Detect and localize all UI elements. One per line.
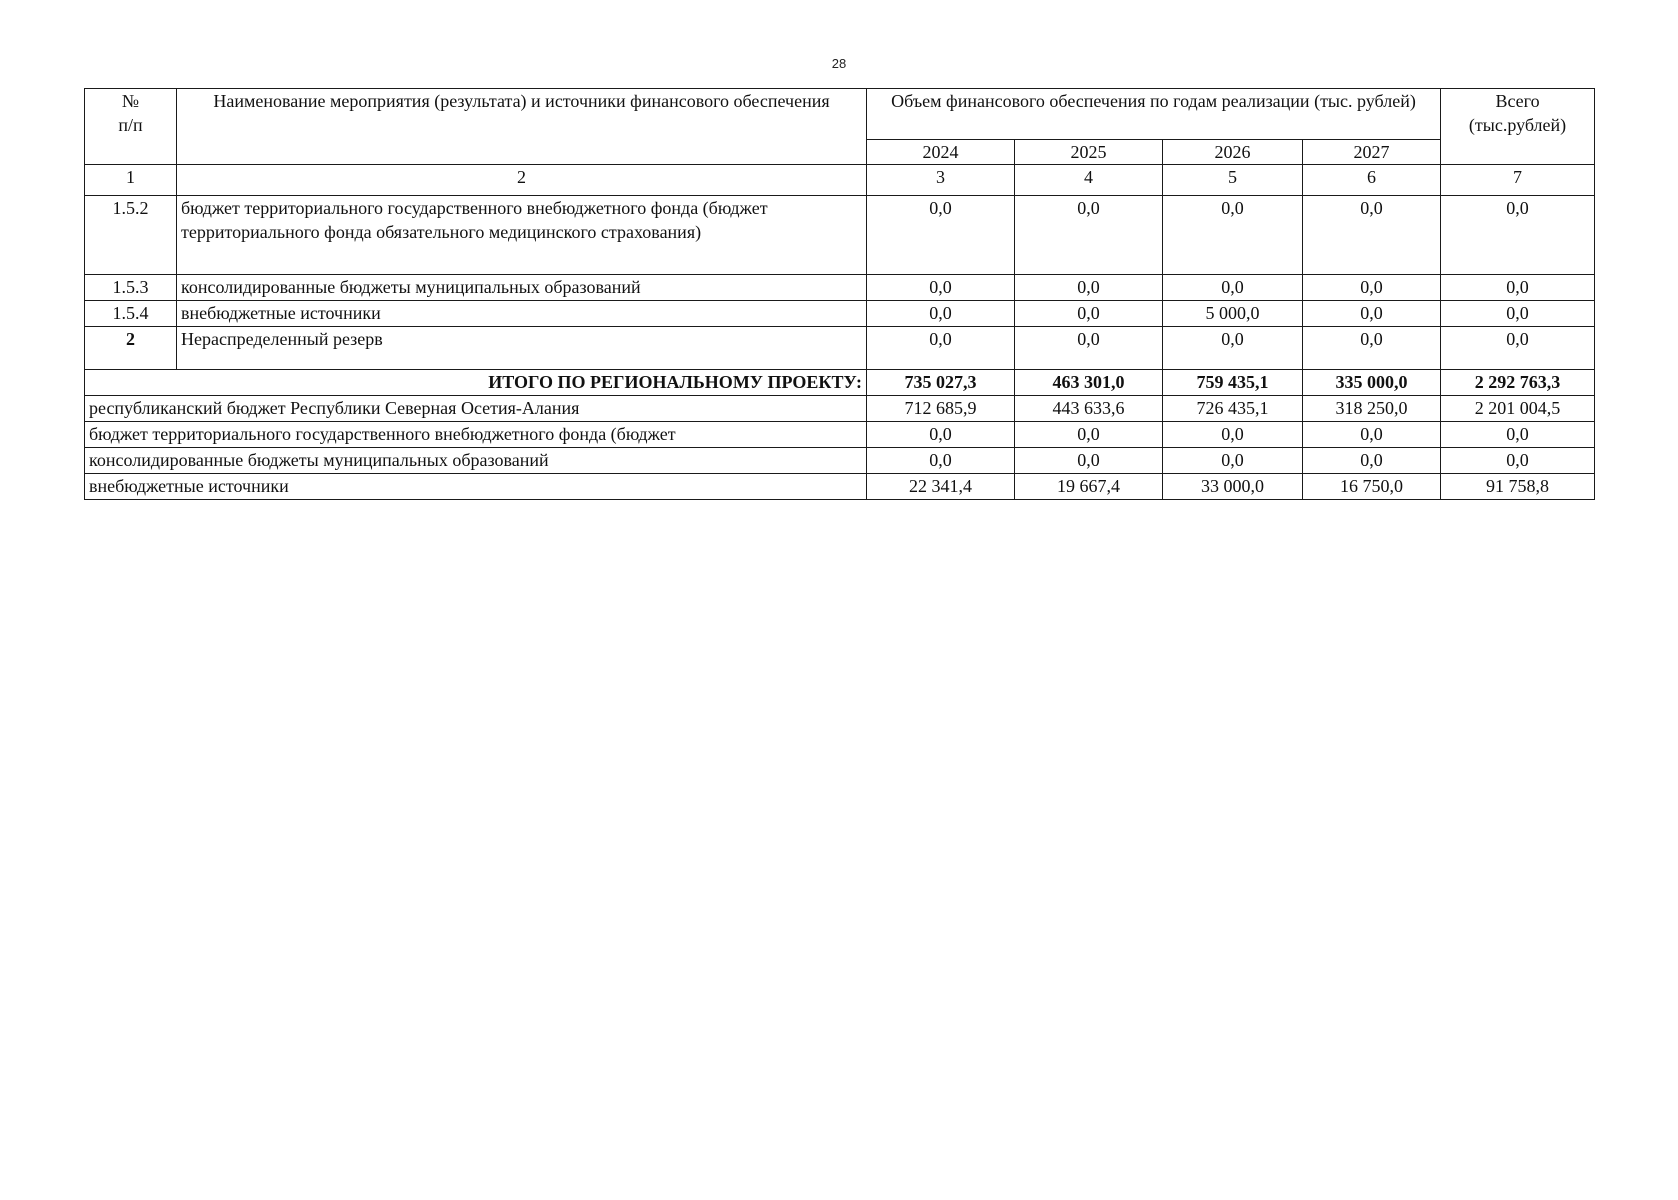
total-value: 335 000,0 (1303, 370, 1441, 396)
header-row (85, 89, 1595, 140)
row-value: 0,0 (1163, 327, 1303, 370)
summary-value: 0,0 (1015, 422, 1163, 448)
column-index: 4 (1015, 165, 1163, 196)
summary-total: 0,0 (1441, 448, 1595, 474)
summary-value: 0,0 (867, 422, 1015, 448)
column-index-row (85, 165, 1595, 196)
row-num: 1.5.3 (85, 275, 177, 301)
summary-value: 19 667,4 (1015, 474, 1163, 500)
total-sum: 2 292 763,3 (1441, 370, 1595, 396)
summary-row (85, 422, 1595, 448)
summary-value: 16 750,0 (1303, 474, 1441, 500)
table-row (85, 275, 1595, 301)
header-year: 2026 (1163, 140, 1303, 165)
summary-value: 0,0 (867, 448, 1015, 474)
total-row (85, 370, 1595, 396)
summary-value: 726 435,1 (1163, 396, 1303, 422)
header-name: Наименование мероприятия (результата) и источники финансового обеспечения (177, 89, 867, 165)
row-value: 0,0 (867, 301, 1015, 327)
row-value: 5 000,0 (1163, 301, 1303, 327)
summary-value: 33 000,0 (1163, 474, 1303, 500)
row-value: 0,0 (867, 327, 1015, 370)
row-name: Нераспределенный резерв (177, 327, 867, 370)
total-value: 759 435,1 (1163, 370, 1303, 396)
summary-value: 443 633,6 (1015, 396, 1163, 422)
summary-name: внебюджетные источники (85, 474, 867, 500)
summary-name: консолидированные бюджеты муниципальных образований (85, 448, 867, 474)
summary-value: 0,0 (1015, 448, 1163, 474)
page-number: 28 (831, 56, 847, 71)
table-row (85, 196, 1595, 275)
row-value: 0,0 (1015, 327, 1163, 370)
row-total: 0,0 (1441, 327, 1595, 370)
row-value: 0,0 (1303, 327, 1441, 370)
summary-value: 22 341,4 (867, 474, 1015, 500)
summary-value: 0,0 (1303, 448, 1441, 474)
row-num: 1.5.4 (85, 301, 177, 327)
summary-value: 0,0 (1303, 422, 1441, 448)
summary-value: 0,0 (1163, 422, 1303, 448)
row-total: 0,0 (1441, 301, 1595, 327)
column-index: 7 (1441, 165, 1595, 196)
summary-row (85, 474, 1595, 500)
row-total: 0,0 (1441, 196, 1595, 275)
row-value: 0,0 (1015, 301, 1163, 327)
header-year: 2024 (867, 140, 1015, 165)
row-total: 0,0 (1441, 275, 1595, 301)
table-row (85, 327, 1595, 370)
total-label: ИТОГО ПО РЕГИОНАЛЬНОМУ ПРОЕКТУ: (85, 370, 867, 396)
summary-value: 318 250,0 (1303, 396, 1441, 422)
header-funding: Объем финансового обеспечения по годам реализации (тыс. рублей) (867, 89, 1441, 140)
row-name: бюджет территориального государственного внебюджетного фонда (бюджет территориального фонда обязательного медицинского страхования) (177, 196, 867, 275)
column-index: 2 (177, 165, 867, 196)
summary-row (85, 396, 1595, 422)
total-value: 463 301,0 (1015, 370, 1163, 396)
summary-value: 0,0 (1163, 448, 1303, 474)
column-index: 6 (1303, 165, 1441, 196)
summary-value: 712 685,9 (867, 396, 1015, 422)
table-row (85, 301, 1595, 327)
column-index: 1 (85, 165, 177, 196)
total-value: 735 027,3 (867, 370, 1015, 396)
row-value: 0,0 (1303, 275, 1441, 301)
header-year: 2027 (1303, 140, 1441, 165)
row-num: 2 (85, 327, 177, 370)
column-index: 5 (1163, 165, 1303, 196)
header-year: 2025 (1015, 140, 1163, 165)
column-index: 3 (867, 165, 1015, 196)
row-value: 0,0 (1015, 275, 1163, 301)
row-value: 0,0 (1303, 301, 1441, 327)
header-total: Всего (тыс.рублей) (1441, 89, 1595, 165)
row-name: консолидированные бюджеты муниципальных образований (177, 275, 867, 301)
row-name: внебюджетные источники (177, 301, 867, 327)
financing-table (84, 88, 1595, 500)
summary-total: 0,0 (1441, 422, 1595, 448)
row-value: 0,0 (867, 196, 1015, 275)
summary-name: бюджет территориального государственного внебюджетного фонда (бюджет (85, 422, 867, 448)
row-value: 0,0 (1163, 196, 1303, 275)
row-value: 0,0 (867, 275, 1015, 301)
row-value: 0,0 (1303, 196, 1441, 275)
header-num: № п/п (85, 89, 177, 165)
summary-total: 91 758,8 (1441, 474, 1595, 500)
summary-row (85, 448, 1595, 474)
row-value: 0,0 (1015, 196, 1163, 275)
summary-total: 2 201 004,5 (1441, 396, 1595, 422)
summary-name: республиканский бюджет Республики Северная Осетия-Алания (85, 396, 867, 422)
row-num: 1.5.2 (85, 196, 177, 275)
row-value: 0,0 (1163, 275, 1303, 301)
